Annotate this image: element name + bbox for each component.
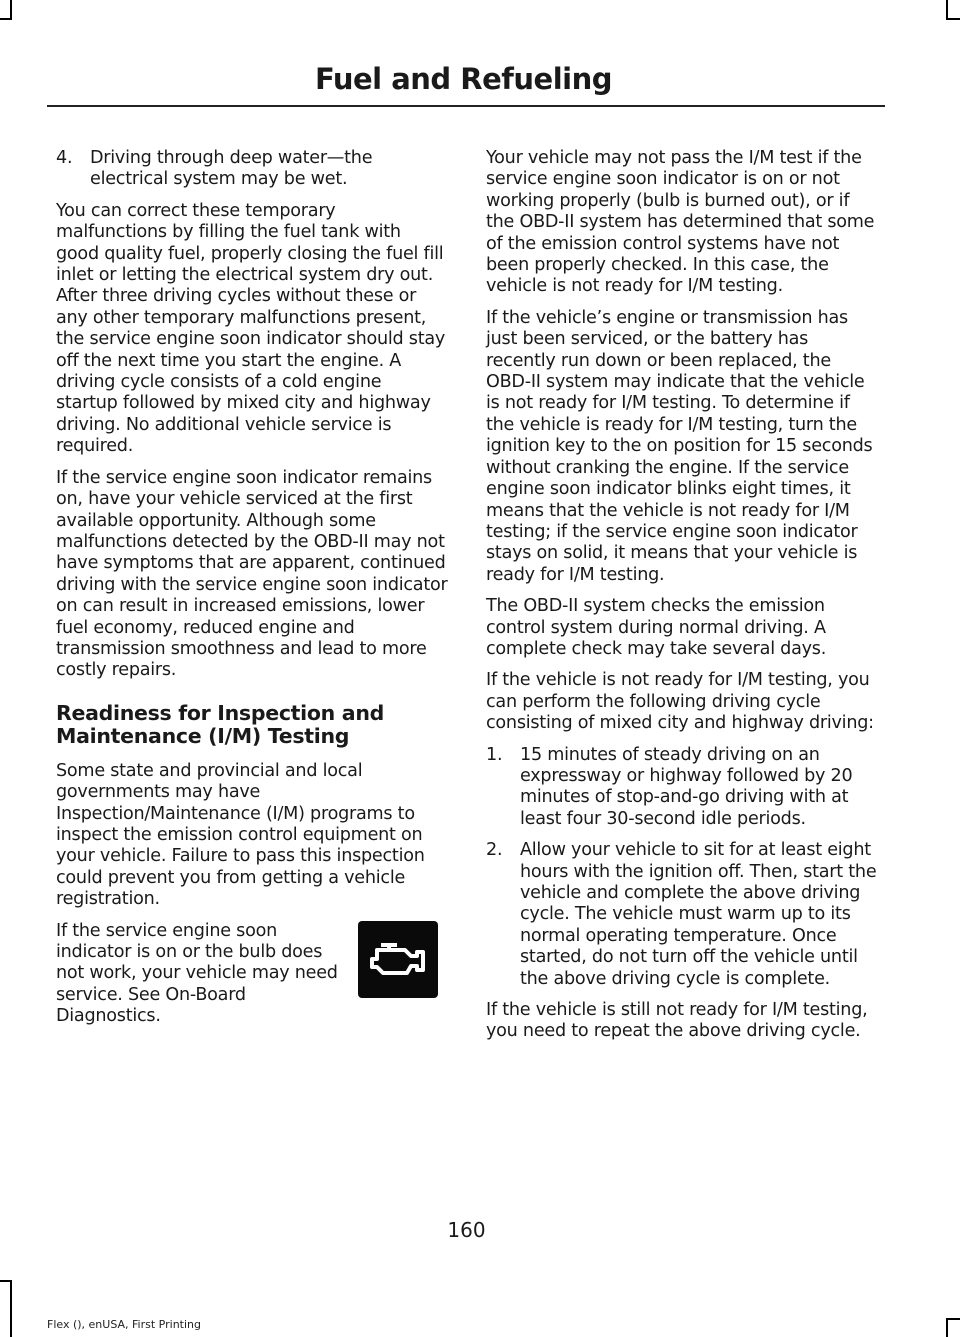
paragraph: If the service engine soon indicator is on or the bulb does not work, your vehicle may need service. See On-Board Diagnostics.: [56, 920, 338, 1027]
paragraph: Your vehicle may not pass the I/M test if the service engine soon indicator is on or not working properly (bulb is burned out), or if the OBD-II system has determined that some of the emission control systems have not been properly checked. In this case, the vehicle is not ready for I/M testing.: [486, 148, 875, 297]
check-engine-icon-graphic: [367, 939, 429, 979]
right-column: [486, 148, 878, 1053]
paragraph: The OBD-II system checks the emission control system during normal driving. A complete check may take several days.: [486, 596, 827, 659]
header-rule: [47, 105, 885, 107]
section-title: Fuel and Refueling: [314, 62, 612, 96]
list-item: [56, 148, 448, 191]
list-number: 4.: [56, 148, 73, 168]
crop-mark: [0, 18, 12, 20]
list-item: [486, 840, 878, 990]
list-text: Allow your vehicle to sit for at least eight hours with the ignition off. Then, start the vehicle and complete the above driving cycle. The vehicle must warm up to its normal operating temperature. Once started, do not turn off the vehicle until the above driving cycle is complete.: [520, 840, 877, 989]
list-item: [486, 745, 878, 831]
check-engine-icon: [358, 921, 438, 998]
page-number: 160: [447, 1218, 486, 1242]
paragraph: Some state and provincial and local governments may have Inspection/Maintenance (I/M) programs to inspect the emission control equipment on your vehicle. Failure to pass this inspection could prevent you from getting a vehicle registration.: [56, 760, 425, 910]
crop-mark: [946, 18, 960, 20]
indicator-note: [56, 921, 448, 1028]
list-number: 1.: [486, 744, 503, 765]
paragraph: If the vehicle’s engine or transmission has just been serviced, or the battery has recently run down or been replaced, the OBD-II system may indicate that the vehicle is not ready for I/M testing. To determine if the vehicle is ready for I/M testing, turn the ignition key to the on position for 15 seconds without cranking the engine. If the service engine soon indicator blinks eight times, it means that the vehicle is not ready for I/M testing; if the service engine soon indicator stays on solid, it means that your vehicle is ready for I/M testing.: [486, 307, 873, 585]
paragraph: You can correct these temporary malfunctions by filling the fuel tank with good quality fuel, properly closing the fuel fill inlet or letting the electrical system dry out. After three driving cycles without these or any other temporary malfunctions present, the service engine soon indicator should stay off the next time you start the engine. A driving cycle consists of a cold engine startup followed by mixed city and highway driving. No additional vehicle service is required.: [56, 200, 446, 457]
list-text: 15 minutes of steady driving on an expressway or highway followed by 20 minutes of stop-and-go driving with at least four 30-second idle periods.: [520, 744, 853, 829]
paragraph: If the vehicle is still not ready for I/M testing, you need to repeat the above driving cycle.: [486, 1000, 868, 1042]
footer-text: Flex (), enUSA, First Printing: [47, 1318, 201, 1331]
crop-mark: [0, 1280, 12, 1282]
crop-mark: [10, 0, 12, 20]
crop-mark: [946, 0, 948, 20]
paragraph: If the vehicle is not ready for I/M testing, you can perform the following driving cycle consisting of mixed city and highway driving:: [486, 670, 874, 734]
section-heading: Readiness for Inspection and Maintenance (I/M) Testing: [56, 700, 385, 748]
crop-mark: [946, 1318, 948, 1337]
crop-mark: [946, 1318, 960, 1320]
list-number: 2.: [486, 840, 503, 861]
left-column: [56, 148, 448, 1038]
paragraph: If the service engine soon indicator remains on, have your vehicle serviced at the first available opportunity. Although some malfunctions detected by the OBD-II may not have symptoms that are apparent, continued driving with the service engine soon indicator on can result in increased emissions, lower fuel economy, reduced engine and transmission smoothness and lead to more costly repairs.: [56, 467, 448, 681]
crop-mark: [10, 1280, 12, 1337]
list-text: Driving through deep water—the electrical system may be wet.: [90, 148, 373, 190]
